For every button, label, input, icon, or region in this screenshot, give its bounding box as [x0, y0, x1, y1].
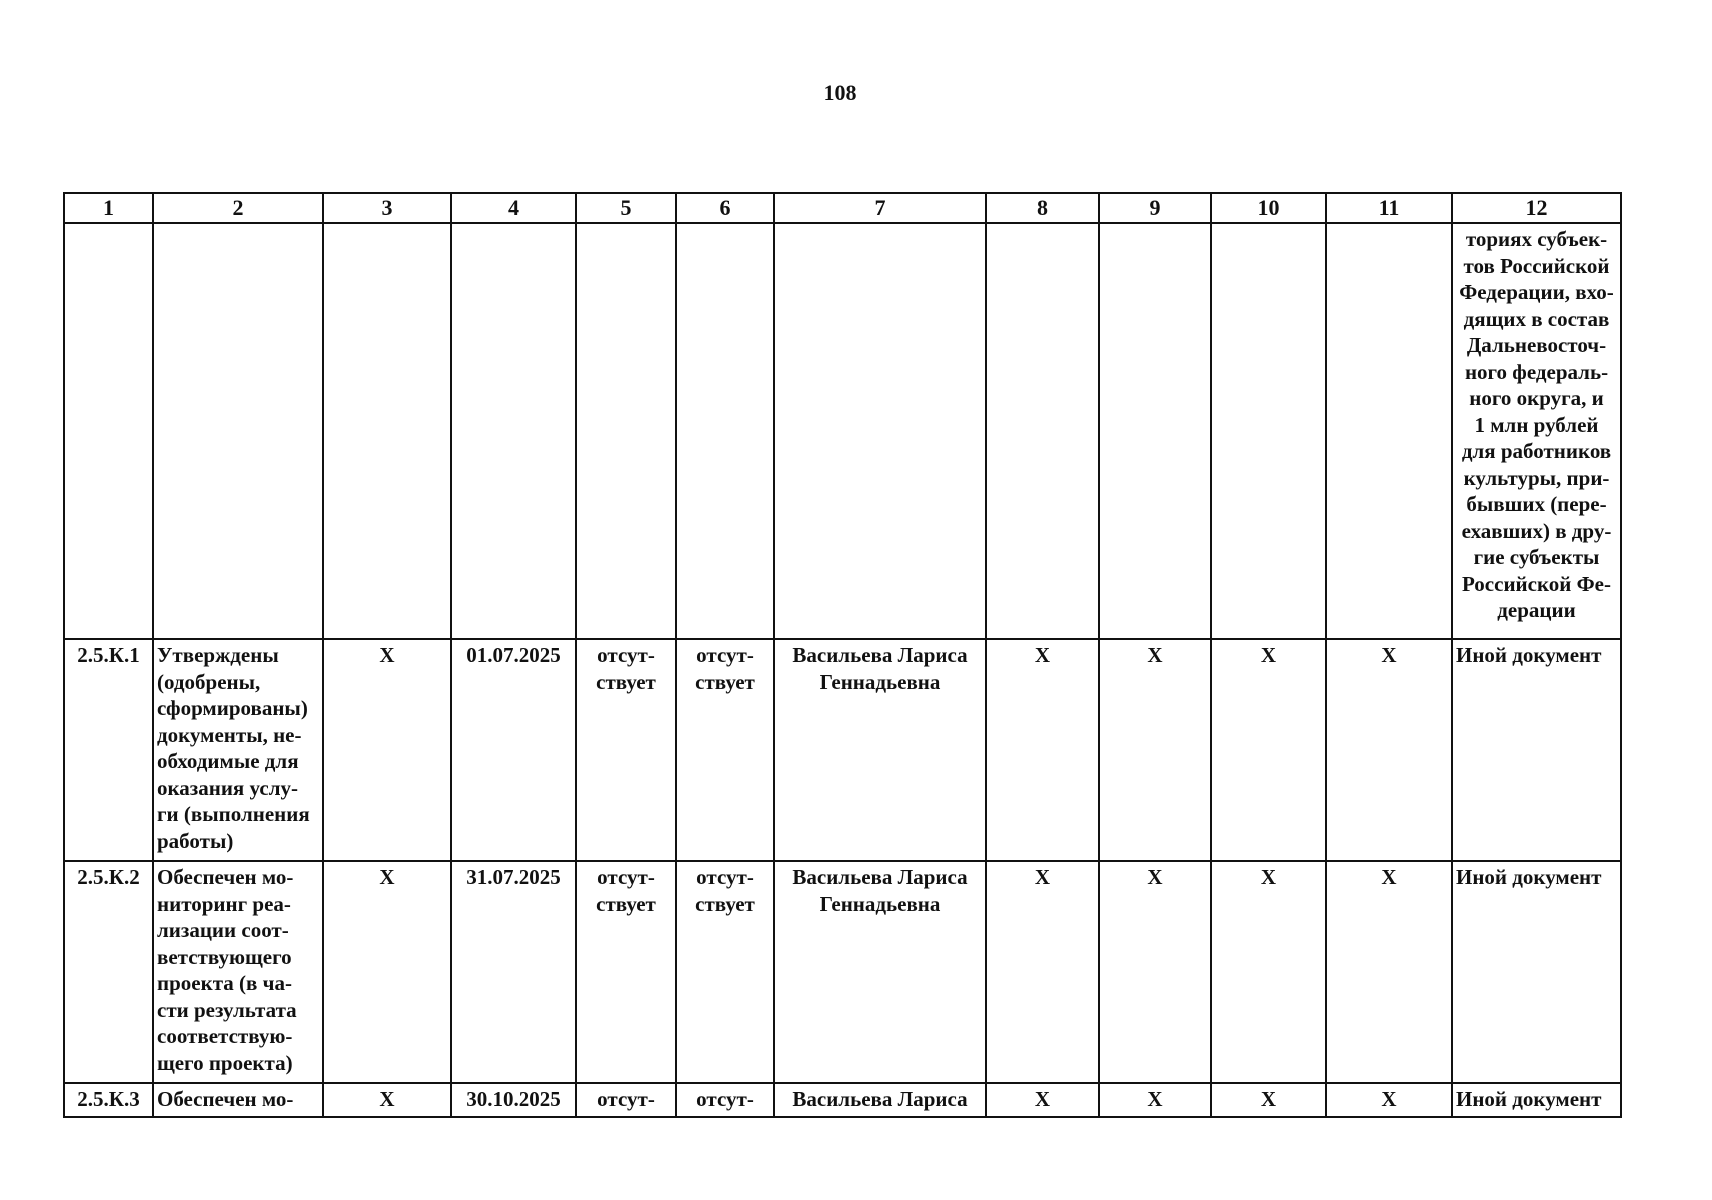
row-title-cell: Обеспечен мо- — [153, 1083, 323, 1117]
column-header: 10 — [1211, 193, 1326, 223]
continuation-text-cell: ториях субъек- тов Российской Федерации, вхо- дящих в состав Дальневосточ- ного федераль- ного округа, и 1 млн рублей для работников культуры, при- бывших (пере- ехавших) в дру- гие субъекты Российской Фе- дерации — [1452, 223, 1621, 639]
empty-cell — [1211, 223, 1326, 639]
row-col10-cell: X — [1211, 861, 1326, 1083]
continuation-row — [64, 223, 1621, 639]
row-col8-cell: X — [986, 639, 1099, 861]
row-col5-cell: отсут- ствует — [576, 861, 676, 1083]
column-header: 6 — [676, 193, 774, 223]
row-col10-cell: X — [1211, 639, 1326, 861]
column-header: 7 — [774, 193, 986, 223]
row-responsible-cell: Васильева Лариса Геннадьевна — [774, 639, 986, 861]
row-col3-cell: X — [323, 639, 451, 861]
row-col3-cell: X — [323, 861, 451, 1083]
empty-cell — [323, 223, 451, 639]
row-col6-cell: отсут- ствует — [676, 861, 774, 1083]
column-header: 2 — [153, 193, 323, 223]
row-title-cell: Утверждены (одобрены, сформированы) документы, не- обходимые для оказания услу- ги (выполнения работы) — [153, 639, 323, 861]
empty-cell — [576, 223, 676, 639]
column-header: 8 — [986, 193, 1099, 223]
row-code-cell: 2.5.К.1 — [64, 639, 153, 861]
column-header: 3 — [323, 193, 451, 223]
row-col3-cell: X — [323, 1083, 451, 1117]
row-col9-cell: X — [1099, 639, 1211, 861]
page-number: 108 — [823, 80, 857, 105]
column-header: 9 — [1099, 193, 1211, 223]
row-doc-type-cell: Иной документ — [1452, 1083, 1621, 1117]
table-row — [64, 1083, 1621, 1117]
row-date-cell: 01.07.2025 — [451, 639, 576, 861]
row-responsible-cell: Васильева Лариса Геннадьевна — [774, 861, 986, 1083]
row-title-cell: Обеспечен мо- ниторинг реа- лизации соот- ветствующего проекта (в ча- сти результата соответствую- щего проекта) — [153, 861, 323, 1083]
row-col11-cell: X — [1326, 1083, 1452, 1117]
column-header: 4 — [451, 193, 576, 223]
row-date-cell: 30.10.2025 — [451, 1083, 576, 1117]
empty-cell — [451, 223, 576, 639]
row-responsible-cell: Васильева Лариса — [774, 1083, 986, 1117]
row-date-cell: 31.07.2025 — [451, 861, 576, 1083]
row-code-cell: 2.5.К.2 — [64, 861, 153, 1083]
row-doc-type-cell: Иной документ — [1452, 861, 1621, 1083]
row-col6-cell: отсут- ствует — [676, 639, 774, 861]
row-col9-cell: X — [1099, 861, 1211, 1083]
empty-cell — [774, 223, 986, 639]
plan-table — [63, 192, 1622, 1118]
row-col8-cell: X — [986, 1083, 1099, 1117]
empty-cell — [153, 223, 323, 639]
row-col10-cell: X — [1211, 1083, 1326, 1117]
column-header: 11 — [1326, 193, 1452, 223]
column-header: 5 — [576, 193, 676, 223]
table-row — [64, 639, 1621, 861]
header-row — [64, 193, 1621, 223]
row-col6-cell: отсут- — [676, 1083, 774, 1117]
row-col5-cell: отсут- ствует — [576, 639, 676, 861]
table-row — [64, 861, 1621, 1083]
empty-cell — [676, 223, 774, 639]
row-col9-cell: X — [1099, 1083, 1211, 1117]
row-col11-cell: X — [1326, 861, 1452, 1083]
empty-cell — [986, 223, 1099, 639]
column-header: 1 — [64, 193, 153, 223]
row-col11-cell: X — [1326, 639, 1452, 861]
row-doc-type-cell: Иной документ — [1452, 639, 1621, 861]
empty-cell — [64, 223, 153, 639]
empty-cell — [1099, 223, 1211, 639]
row-code-cell: 2.5.К.3 — [64, 1083, 153, 1117]
row-col5-cell: отсут- — [576, 1083, 676, 1117]
row-col8-cell: X — [986, 861, 1099, 1083]
empty-cell — [1326, 223, 1452, 639]
column-header: 12 — [1452, 193, 1621, 223]
